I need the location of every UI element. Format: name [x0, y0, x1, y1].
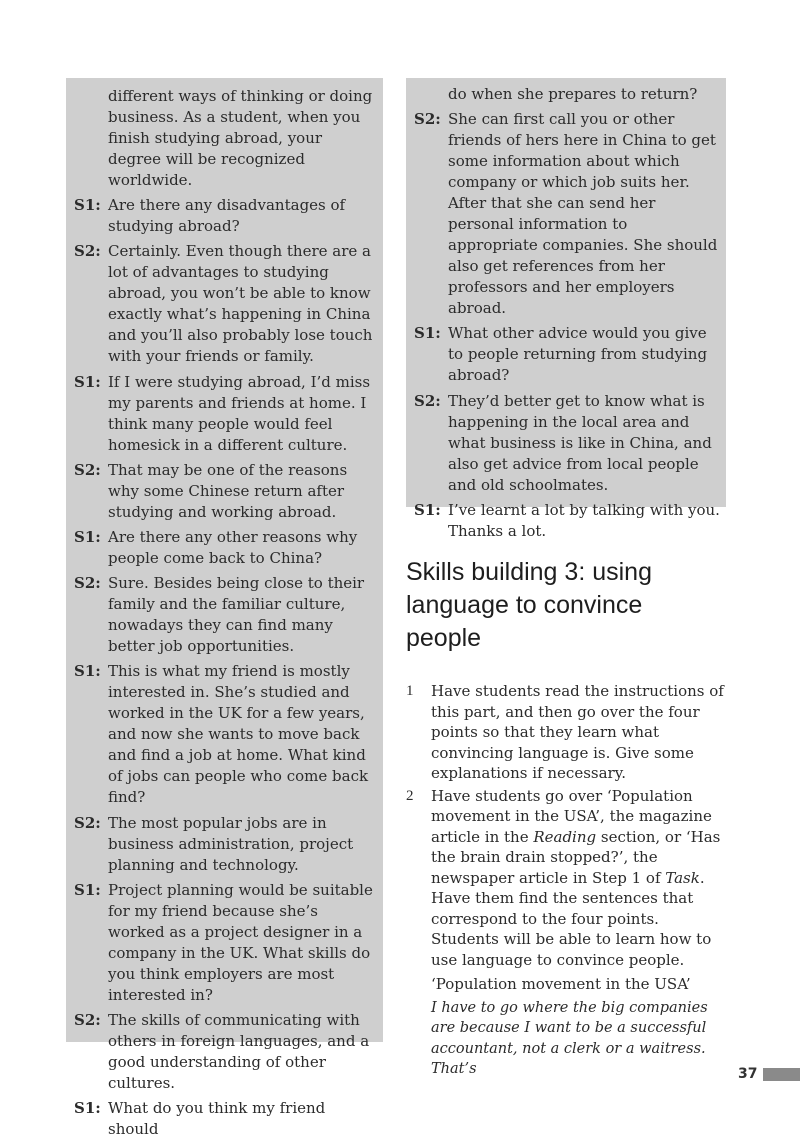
page-number-bar-gap [760, 1068, 763, 1081]
dialogue-line [66, 813, 383, 876]
dialogue-text: do when she prepares to return? [448, 85, 698, 103]
dialogue-text: They’d better get to know what is happening in the local area and what business is like in China, and also get advice from local people and old schoolmates. [448, 391, 712, 494]
dialogue-line [66, 527, 383, 569]
dialogue-text: Certainly. Even though there are a lot of advantages to studying abroad, you won’t be able to know exactly what’s happening in China and you’ll also probably lose touch with your friends or family. [108, 242, 373, 366]
dialogue-text: Are there any other reasons why people come back to China? [108, 527, 358, 567]
dialogue-line [66, 573, 383, 657]
speaker-label: S1: [414, 324, 441, 343]
speaker-label: S2: [414, 391, 441, 410]
dialogue-text: What other advice would you give to people returning from studying abroad? [448, 324, 708, 385]
speaker-label: S2: [74, 813, 101, 832]
speaker-label: S1: [74, 880, 101, 899]
dialogue-text: Sure. Besides being close to their family and the familiar culture, nowadays they can find many better job opportunities. [108, 574, 365, 656]
speaker-label: S2: [74, 1010, 101, 1029]
dialogue-text: This is what my friend is mostly interested in. She’s studied and worked in the UK for a few years, and now she wants to move back and find a job at home. What kind of jobs can people who come back find? [108, 662, 369, 807]
speaker-label: S2: [74, 574, 101, 593]
section-heading: Skills building 3: using language to convince people [406, 558, 652, 652]
dialogue-text: I’ve learnt a lot by talking with you. Thanks a lot. [448, 500, 720, 540]
dialogue-line [66, 241, 383, 367]
article-quote: I have to go where the big companies are because I want to be a successful accountant, not a clerk or a waitress. That’s [431, 999, 708, 1077]
speaker-label [406, 84, 448, 105]
dialogue-line [406, 500, 726, 542]
dialogue-box-left [66, 78, 383, 1139]
dialogue-line [66, 880, 383, 1006]
dialogue-right [406, 84, 726, 546]
dialogue-text: The most popular jobs are in business administration, project planning and technology. [108, 813, 354, 874]
speaker-label: S1: [74, 372, 101, 391]
dialogue-text: She can first call you or other friends of hers here in China to get some information about which company or which job suits her. After that she can send her personal information to appropriate companies. She should also get references from her professors and her employers abroad. [448, 110, 718, 318]
dialogue-line [66, 86, 383, 191]
page-number-bar [763, 1068, 800, 1081]
step-text-2 [431, 786, 728, 971]
dialogue-line [406, 323, 726, 386]
dialogue-line [406, 84, 726, 105]
speaker-label [66, 86, 108, 191]
dialogue-line [66, 460, 383, 523]
dialogue-text: Project planning would be suitable for my friend because she’s worked as a project designer in a company in the UK. What skills do you think employers are most interested in? [108, 880, 373, 1004]
step-item [406, 681, 728, 784]
dialogue-text: The skills of communicating with others in foreign languages, and a good understanding of other cultures. [108, 1010, 370, 1092]
dialogue-text: Are there any disadvantages of studying abroad? [108, 196, 346, 236]
page-number: 37 [738, 1066, 758, 1082]
dialogue-line [406, 109, 726, 319]
speaker-label: S1: [414, 500, 441, 519]
speaker-label: S2: [74, 242, 101, 261]
speaker-label: S1: [74, 527, 101, 546]
dialogue-text: What do you think my friend should [108, 1099, 326, 1139]
dialogue-line [66, 1010, 383, 1094]
step-2-text: Have students go over ‘Population movement in the USA’, the magazine article in the Reading section, or ‘Has the brain drain stopped?’, the newspaper article in Step 1 of Task. Have them find the sentences that correspond to the four points. Students will be able to learn how to use language to convince people. [431, 786, 721, 969]
speaker-label: S2: [414, 110, 441, 129]
speaker-label: S1: [74, 1099, 101, 1118]
dialogue-line [66, 372, 383, 456]
dialogue-line [66, 1098, 383, 1140]
dialogue-line [66, 195, 383, 237]
speaker-label: S1: [74, 662, 101, 681]
dialogue-text: If I were studying abroad, I’d miss my parents and friends at home. I think many people would feel homesick in a different culture. [108, 372, 371, 454]
article-subheading: ‘Population movement in the USA’ [431, 975, 691, 993]
dialogue-text: different ways of thinking or doing business. As a student, when you finish studying abroad, your degree will be recognized worldwide. [108, 87, 373, 189]
dialogue-left [66, 86, 383, 1144]
step-text: Have students read the instructions of this part, and then go over the four points so that they learn what convincing language is. Give some explanations if necessary. [431, 682, 724, 782]
step-item [406, 786, 728, 971]
step-number: 2 [406, 787, 414, 804]
dialogue-line [406, 391, 726, 496]
speaker-label: S1: [74, 196, 101, 215]
steps-list [406, 681, 728, 1080]
dialogue-box-right [406, 78, 726, 540]
speaker-label: S2: [74, 460, 101, 479]
dialogue-line [66, 661, 383, 808]
step-number: 1 [406, 683, 414, 699]
dialogue-text: That may be one of the reasons why some Chinese return after studying and working abroad. [108, 460, 348, 521]
